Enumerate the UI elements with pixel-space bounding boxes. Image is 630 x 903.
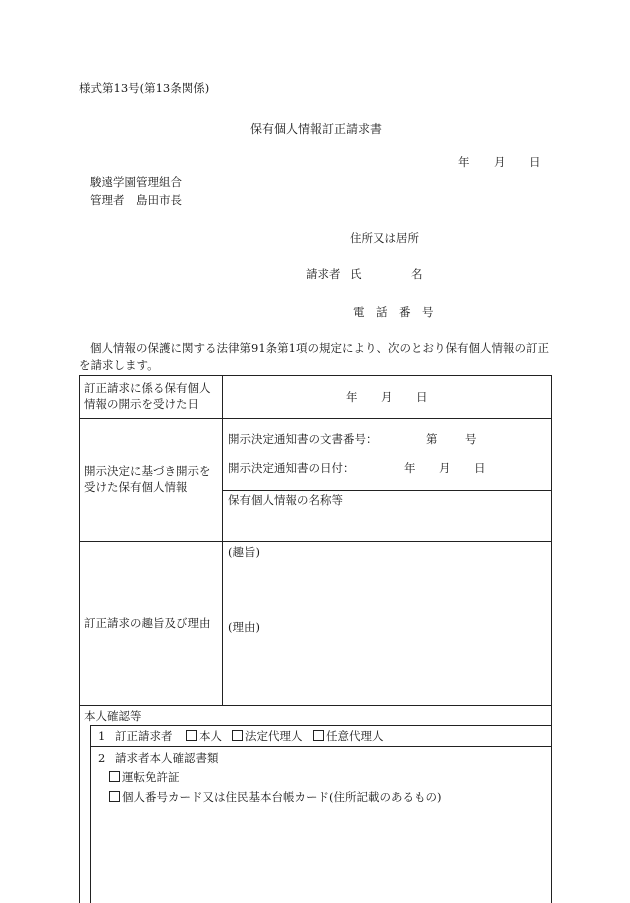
disclosure-date-month: 月 [381, 390, 393, 404]
address-label: 住所又は居所 [350, 231, 419, 245]
checkbox-icon[interactable] [186, 730, 197, 741]
date-month: 月 [494, 155, 506, 169]
purpose-label: (趣旨) [228, 545, 260, 559]
disclosure-date-label: 訂正請求に係る保有個人情報の開示を受けた日 [84, 381, 211, 411]
reason-label: (理由) [228, 620, 260, 634]
phone-label: 電 話 番 号 [353, 305, 434, 319]
item1-number: 1 [98, 729, 106, 743]
requester-label: 請求者 [306, 267, 341, 281]
option-my-number-card[interactable]: 個人番号カード又は住民基本台帳カード(住所記載のあるもの) [109, 790, 441, 806]
disclosure-date-year: 年 [346, 390, 358, 404]
correction-reason-label: 訂正請求の趣旨及び理由 [84, 616, 211, 630]
notice-number-prefix: 第 [426, 432, 438, 446]
identity-heading: 本人確認等 [84, 709, 142, 723]
notice-number-label: 開示決定通知書の文書番号： [228, 432, 378, 446]
notice-date-label: 開示決定通知書の日付： [228, 461, 355, 475]
item1-label: 訂正請求者 [115, 729, 173, 743]
item2-label: 請求者本人確認書類 [115, 751, 219, 765]
column-divider [222, 375, 223, 705]
addressee-organization: 駿遠学園管理組合 [90, 175, 182, 189]
notice-date-day: 日 [474, 461, 486, 475]
item2-number: 2 [98, 751, 106, 765]
option-drivers-license[interactable]: 運転免許証 [109, 770, 180, 786]
intro-line-2: を請求します。 [79, 358, 159, 372]
addressee-title: 管理者 島田市長 [90, 193, 182, 207]
notice-number-suffix: 号 [465, 432, 477, 446]
option-legal-representative[interactable]: 法定代理人 [232, 729, 303, 745]
document-title: 保有個人情報訂正請求書 [250, 122, 383, 136]
option-self[interactable]: 本人 [186, 729, 222, 745]
option-voluntary-representative[interactable]: 任意代理人 [313, 729, 384, 745]
name-label-first: 氏 [350, 267, 362, 281]
disclosure-date-day: 日 [416, 390, 428, 404]
form-number: 様式第13号(第13条関係) [79, 81, 210, 95]
info-name-label: 保有個人情報の名称等 [228, 493, 343, 507]
intro-line-1: 個人情報の保護に関する法律第91条第1項の規定により、次のとおり保有個人情報の訂正 [90, 341, 549, 355]
checkbox-icon[interactable] [232, 730, 243, 741]
notice-date-year: 年 [404, 461, 416, 475]
date-day: 日 [529, 155, 541, 169]
checkbox-icon[interactable] [109, 771, 120, 782]
disclosed-info-label: 開示決定に基づき開示を受けた保有個人情報 [84, 464, 211, 494]
notice-date-month: 月 [439, 461, 451, 475]
checkbox-icon[interactable] [109, 791, 120, 802]
request-table [79, 375, 552, 715]
checkbox-icon[interactable] [313, 730, 324, 741]
name-label-last: 名 [411, 267, 423, 281]
date-year: 年 [458, 155, 470, 169]
